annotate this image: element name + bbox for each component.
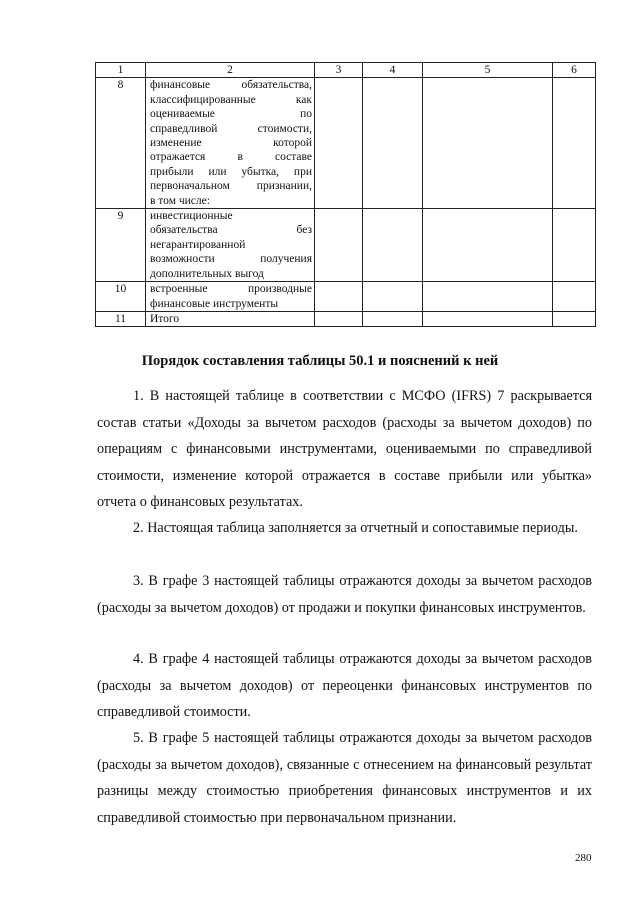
table-cell <box>315 282 363 312</box>
row-description <box>146 78 315 209</box>
table-cell <box>363 282 423 312</box>
description-line: возможности получения <box>150 253 312 266</box>
row-number: 9 <box>96 209 146 282</box>
table-cell <box>315 78 363 209</box>
paragraph <box>97 725 592 831</box>
table-cell <box>553 282 596 312</box>
description-line: инвестиционные <box>150 210 233 223</box>
table-row <box>96 282 596 312</box>
table-cell <box>553 311 596 326</box>
paragraph-text: 2. Настоящая таблица заполняется за отчетный и сопоставимые периоды. <box>133 520 578 536</box>
description-line: классифицированные как <box>150 93 312 106</box>
section-heading: Порядок составления таблицы 50.1 и пояснений к ней <box>141 353 499 369</box>
description-line: прибыли или убытка, при <box>150 165 312 178</box>
column-header: 1 <box>96 63 146 78</box>
row-number: 10 <box>96 282 146 312</box>
paragraph-text: 3. В графе 3 настоящей таблицы отражаются доходы за вычетом расходов (расходы за вычетом доходов) от продажи и покупки финансовых инструментов. <box>97 573 592 616</box>
column-header: 4 <box>363 63 423 78</box>
paragraph <box>97 568 592 621</box>
row-number: 11 <box>96 311 146 326</box>
table-cell <box>423 209 553 282</box>
row-description <box>146 282 315 312</box>
paragraph <box>97 515 592 542</box>
description-line: дополнительных выгод <box>150 267 264 280</box>
table-row <box>96 209 596 282</box>
table-cell <box>553 209 596 282</box>
row-number: 8 <box>96 78 146 209</box>
table-cell <box>315 209 363 282</box>
table-cell <box>423 78 553 209</box>
column-header: 6 <box>553 63 596 78</box>
description-line: изменение которой <box>150 137 312 150</box>
description-line: финансовые инструменты <box>150 297 279 310</box>
table-cell <box>553 78 596 209</box>
paragraph-text: 4. В графе 4 настоящей таблицы отражаются доходы за вычетом расходов (расходы за вычетом доходов) от переоценки финансовых инструментов по справедливой стоимости. <box>97 651 592 720</box>
paragraph-text: 1. В настоящей таблице в соответствии с МСФО (IFRS) 7 раскрывается состав статьи «Доходы за вычетом расходов (расходы за вычетом доходов) по операциям с финансовыми инструментами, оцениваемыми по справедливой стоимости, изменение которой отражается в составе прибыли или убытка» отчета о финансовых результатах. <box>97 388 592 510</box>
description-line: справедливой стоимости, <box>150 122 312 135</box>
table-cell <box>363 311 423 326</box>
data-table <box>95 62 596 327</box>
table-cell <box>363 78 423 209</box>
page-number: 280 <box>575 852 592 864</box>
description-line: в том числе: <box>150 194 210 207</box>
description-line: оцениваемые по <box>150 108 312 121</box>
row-description <box>146 311 315 326</box>
table-row <box>96 78 596 209</box>
description-line: финансовые обязательства, <box>150 79 312 92</box>
paragraph-text: 5. В графе 5 настоящей таблицы отражаются доходы за вычетом расходов (расходы за вычетом доходов), связанные с отнесением на финансовый результат разницы между стоимостью приобретения финансовых инструментов и их справедливой стоимостью при первоначальном признании. <box>97 730 592 826</box>
table-cell <box>363 209 423 282</box>
row-description <box>146 209 315 282</box>
table-cell <box>423 282 553 312</box>
description-line: Итого <box>150 312 180 325</box>
table-cell <box>423 311 553 326</box>
description-line: обязательства без <box>150 224 312 237</box>
table-row <box>96 311 596 326</box>
description-line: отражается в составе <box>150 151 312 164</box>
description-line: первоначальном признании, <box>150 180 312 193</box>
paragraph <box>97 383 592 516</box>
column-header: 3 <box>315 63 363 78</box>
description-line: негарантированной <box>150 238 246 251</box>
column-header: 5 <box>423 63 553 78</box>
column-header: 2 <box>146 63 315 78</box>
description-line: встроенные производные <box>150 283 312 296</box>
table-cell <box>315 311 363 326</box>
paragraph <box>97 646 592 726</box>
table-header-row <box>96 63 596 78</box>
